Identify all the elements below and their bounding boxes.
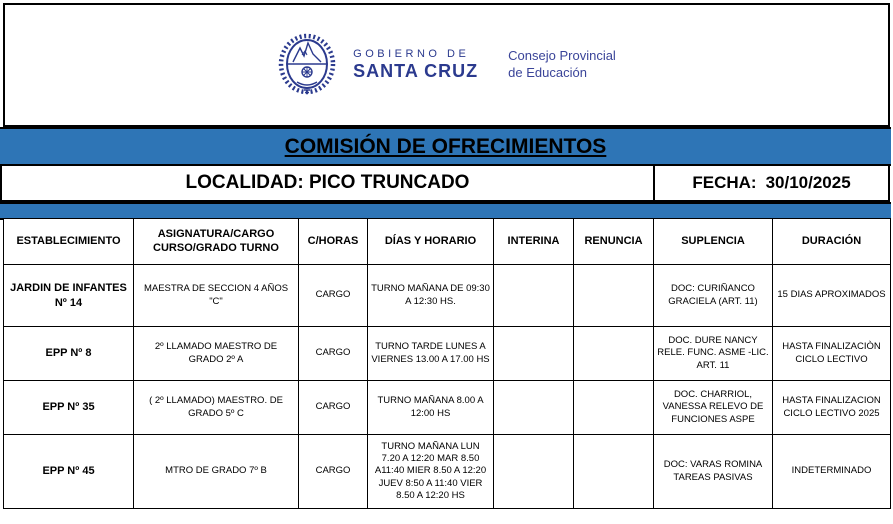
cell-dias-horario: TURNO MAÑANA DE 09:30 A 12:30 HS. [368,265,494,327]
table-header-row [4,219,891,265]
col-header-chora: C/HORAS [299,219,368,265]
cell-renuncia [574,327,654,381]
title-banner [0,127,891,166]
government-name [353,48,478,82]
santa-cruz-coat-of-arms-icon [277,33,337,97]
cell-choras: CARGO [299,327,368,381]
cell-duracion: INDETERMINADO [773,435,891,509]
letterhead [3,3,890,127]
table-row [4,435,891,509]
cell-suplencia: DOC: VARAS ROMINA TAREAS PASIVAS [654,435,773,509]
cell-renuncia [574,381,654,435]
cell-duracion: HASTA FINALIZACIÒN CICLO LECTIVO [773,327,891,381]
cell-suplencia: DOC. CHARRIOL, VANESSA RELEVO DE FUNCIONES ASPE [654,381,773,435]
localidad-cell: LOCALIDAD: PICO TRUNCADO [0,166,655,202]
council-name-line2: de Educación [508,65,587,80]
offers-table [3,218,891,509]
page-title: COMISIÓN DE OFRECIMIENTOS [284,134,607,158]
cell-asignatura: MTRO DE GRADO 7º B [134,435,299,509]
col-header-establecimiento: ESTABLECIMIENTO [4,219,134,265]
col-header-duracion: DURACIÓN [773,219,891,265]
cell-choras: CARGO [299,381,368,435]
government-name-line2: SANTA CRUZ [353,61,479,81]
cell-interina [494,327,574,381]
table-row [4,265,891,327]
government-logo [277,33,616,97]
cell-choras: CARGO [299,265,368,327]
table-row [4,381,891,435]
council-name [508,48,616,82]
col-header-asignatura: ASIGNATURA/CARGO CURSO/GRADO TURNO [134,219,299,265]
cell-establecimiento: EPP Nº 35 [4,381,134,435]
cell-interina [494,265,574,327]
cell-asignatura: MAESTRA DE SECCION 4 AÑOS "C" [134,265,299,327]
cell-interina [494,435,574,509]
cell-interina [494,381,574,435]
cell-choras: CARGO [299,435,368,509]
cell-dias-horario: TURNO MAÑANA 8.00 A 12:00 HS [368,381,494,435]
table-row [4,327,891,381]
col-header-renuncia: RENUNCIA [574,219,654,265]
col-header-suplencia: SUPLENCIA [654,219,773,265]
cell-duracion: HASTA FINALIZACION CICLO LECTIVO 2025 [773,381,891,435]
council-name-line1: Consejo Provincial [508,48,616,64]
government-name-line1: GOBIERNO DE [353,48,470,60]
cell-renuncia [574,435,654,509]
col-header-interina: INTERINA [494,219,574,265]
cell-asignatura: 2º LLAMADO MAESTRO DE GRADO 2º A [134,327,299,381]
cell-suplencia: DOC: CURIÑANCO GRACIELA (ART. 11) [654,265,773,327]
cell-dias-horario: TURNO TARDE LUNES A VIERNES 13.00 A 17.00 HS [368,327,494,381]
fecha-cell [655,166,890,202]
cell-establecimiento: JARDIN DE INFANTES Nº 14 [4,265,134,327]
fecha-label: FECHA: [692,173,757,192]
cell-asignatura: ( 2º LLAMADO) MAESTRO. DE GRADO 5º C [134,381,299,435]
cell-renuncia [574,265,654,327]
subheader-row [0,166,890,202]
cell-duracion: 15 DIAS APROXIMADOS [773,265,891,327]
cell-suplencia: DOC. DURE NANCY RELE. FUNC. ASME -LIC. ART. 11 [654,327,773,381]
cell-establecimiento: EPP Nº 45 [4,435,134,509]
fecha-value: 30/10/2025 [765,173,851,192]
col-header-dias-horario: DÍAS Y HORARIO [368,219,494,265]
cell-establecimiento: EPP Nº 8 [4,327,134,381]
cell-dias-horario: TURNO MAÑANA LUN 7.20 A 12:20 MAR 8.50 A11:40 MIER 8.50 A 12:20 JUEV 8:50 A 11:40 VIER 8.50 A 12:20 HS [368,435,494,509]
